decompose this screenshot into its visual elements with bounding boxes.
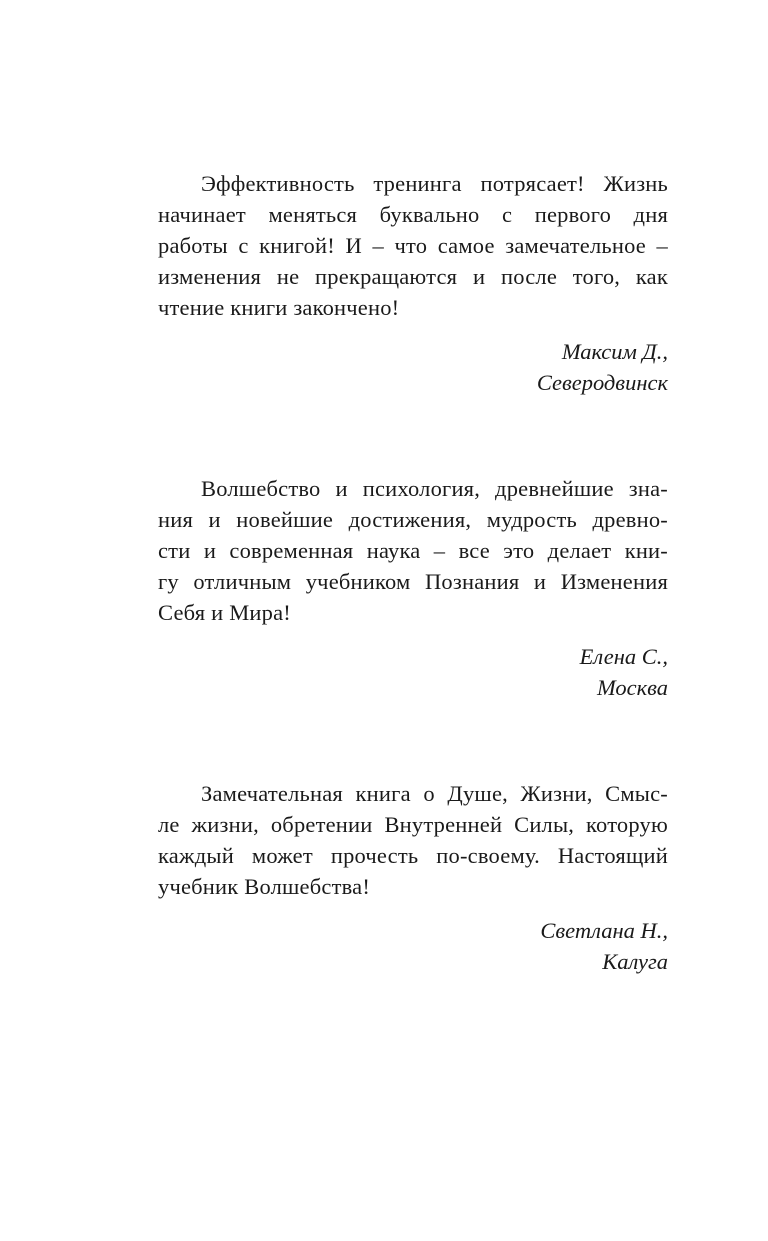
author-name: Максим Д., [561, 339, 668, 364]
text-line: сти и современная наука – все это делает кни- [158, 538, 668, 563]
review-3 [158, 778, 668, 977]
text-line: ле жизни, обретении Внутренней Силы, которую [158, 812, 668, 837]
text-line: Эффективность тренинга потрясает! Жизнь [201, 171, 668, 196]
text-line: чтение книги закончено! [158, 295, 400, 320]
review-text [158, 473, 668, 628]
author-city: Калуга [602, 949, 668, 974]
review-2 [158, 473, 668, 703]
author-name: Елена С., [579, 644, 668, 669]
text-line: начинает меняться буквально с первого дня [158, 202, 668, 227]
text-line: каждый может прочесть по-своему. Настоящий [158, 843, 668, 868]
review-author [158, 915, 668, 977]
text-line: гу отличным учебником Познания и Изменения [158, 569, 668, 594]
text-line: учебник Волшебства! [158, 874, 371, 899]
text-line: Себя и Мира! [158, 600, 291, 625]
text-line: Волшебство и психология, древнейшие зна- [201, 476, 668, 501]
review-text [158, 168, 668, 323]
text-line: Замечательная книга о Душе, Жизни, Смыс- [201, 781, 668, 806]
text-line: ния и новейшие достижения, мудрость древно- [158, 507, 668, 532]
author-city: Москва [596, 675, 668, 700]
author-city: Северодвинск [536, 370, 668, 395]
author-name: Светлана Н., [540, 918, 668, 943]
review-author [158, 336, 668, 398]
text-line: изменения не прекращаются и после того, как [158, 264, 668, 289]
text-line: работы с книгой! И – что самое замечательное – [158, 233, 668, 258]
review-text [158, 778, 668, 902]
review-author [158, 641, 668, 703]
review-1 [158, 168, 668, 398]
